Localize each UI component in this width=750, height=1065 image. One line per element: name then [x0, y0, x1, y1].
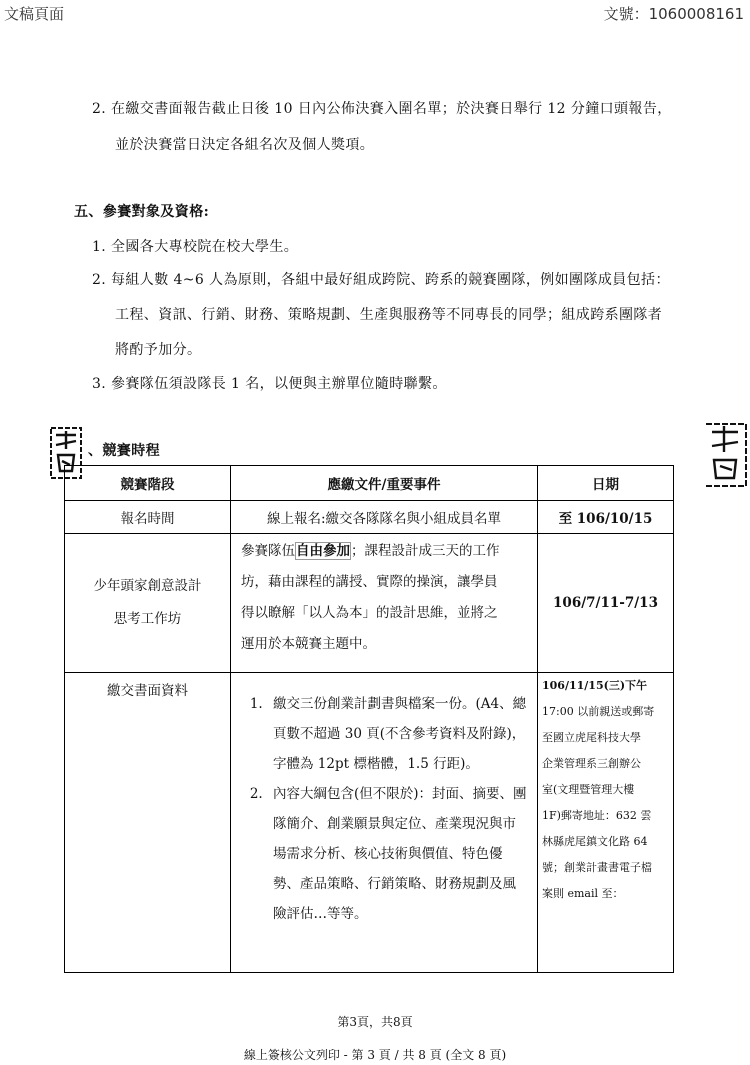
table-row [65, 534, 674, 673]
workshop-event-line-1 [241, 536, 531, 567]
submission-date-line-6: 1F)郵寄地址：632 雲 [542, 809, 652, 822]
submission-date-line-5: 室(文理暨管理大樓 [542, 783, 635, 796]
workshop-stage-line-1: 少年頭家創意設計 [93, 578, 202, 594]
row-registration-event: 線上報名:繳交各隊隊名與小組成員名單 [231, 501, 538, 534]
header-event: 應繳文件/重要事件 [231, 466, 538, 501]
table-row [65, 501, 674, 534]
row-workshop-date: 106/7/11-7/13 [538, 534, 674, 673]
row-registration-stage: 報名時間 [65, 501, 231, 534]
submission-date-line-9: 案則 email 至： [542, 887, 624, 900]
submission-date-line-3: 至國立虎尾科技大學 [542, 731, 641, 744]
section-5-item-3: 3. 參賽隊伍須設隊長 1 名，以便與主辦單位隨時聯繫。 [92, 376, 447, 392]
workshop-event-suffix: ；課程設計成三天的工作 [351, 543, 500, 559]
schedule-table [64, 465, 674, 973]
workshop-event-line-4: 運用於本競賽主題中。 [241, 636, 376, 652]
submission-date-line-1: 106/11/15(三)下午 [542, 679, 648, 692]
section-5-item-1: 1. 全國各大專校院在校大學生。 [92, 239, 299, 255]
table-header-row [65, 466, 674, 501]
submission-date-line-4: 企業管理系三創辦公 [542, 757, 641, 770]
workshop-event-line-2: 坊，藉由課程的講授、實際的操演，讓學員 [241, 574, 498, 590]
row-submission-stage: 繳交書面資料 [65, 673, 231, 973]
section-5-item-2-line-2: 工程、資訊、行銷、財務、策略規劃、生產與服務等不同專長的同學；組成跨系團隊者 [115, 307, 663, 323]
row-registration-date: 至 106/10/15 [538, 501, 674, 534]
header-date: 日期 [538, 466, 674, 501]
submission-date-line-2: 17:00 以前親送或郵寄 [542, 705, 655, 718]
header-doc-number: 文號：1060008161 [603, 5, 744, 23]
item-2-line-1: 2. 在繳交書面報告截止日後 10 日內公佈決賽入圍名單；於決賽日舉行 12 分鐘口頭報告， [92, 101, 672, 117]
workshop-event-prefix: 參賽隊伍 [241, 543, 295, 559]
workshop-stage-line-2: 思考工作坊 [113, 611, 182, 627]
row-workshop-event [231, 534, 538, 673]
row-workshop-stage [65, 534, 231, 673]
page-number: 第3頁，共8頁 [337, 1015, 413, 1029]
section-6-title: 、競賽時程 [88, 443, 160, 459]
row-submission-event [231, 673, 538, 973]
requirement-item-2: 2. 內容大綱包含(但不限於)：封面、摘要、團隊簡介、創業願景與定位、產業現況與市場需求分析、核心技術與價值、特色優勢、產品策略、行銷策略、財務規劃及風險評估…等等。 [267, 779, 529, 929]
print-footer: 線上簽核公文列印 - 第 3 頁 / 共 8 頁 (全文 8 頁) [243, 1048, 507, 1062]
section-5-item-2-line-1: 2. 每組人數 4~6 人為原則，各組中最好組成跨院、跨系的競賽團隊，例如團隊成員包括： [92, 272, 670, 288]
header-stage: 競賽階段 [65, 466, 231, 501]
workshop-highlight: 自由參加 [296, 543, 350, 559]
submission-date-line-7: 林縣虎尾鎮文化路 64 [542, 835, 648, 848]
table-row [65, 673, 674, 973]
section-5-title: 五、參賽對象及資格: [74, 204, 210, 220]
requirement-item-1: 1. 繳交三份創業計劃書與檔案一份。(A4、總頁數不超過 30 頁(不含參考資料及附錄)，字體為 12pt 標楷體，1.5 行距)。 [267, 689, 529, 779]
submission-requirements-list [231, 673, 537, 937]
header-doc-label: 文稿頁面 [4, 5, 65, 23]
workshop-event-line-3: 得以瞭解「以人為本」的設計思維，並將之 [241, 605, 498, 621]
row-submission-date [538, 673, 674, 973]
section-5-item-2-line-3: 將酌予加分。 [115, 342, 202, 358]
seal-stamp-right [702, 420, 750, 490]
item-2-line-2: 並於決賽當日決定各組名次及個人獎項。 [115, 137, 375, 153]
submission-date-line-8: 號；創業計畫書電子檔 [542, 861, 652, 874]
